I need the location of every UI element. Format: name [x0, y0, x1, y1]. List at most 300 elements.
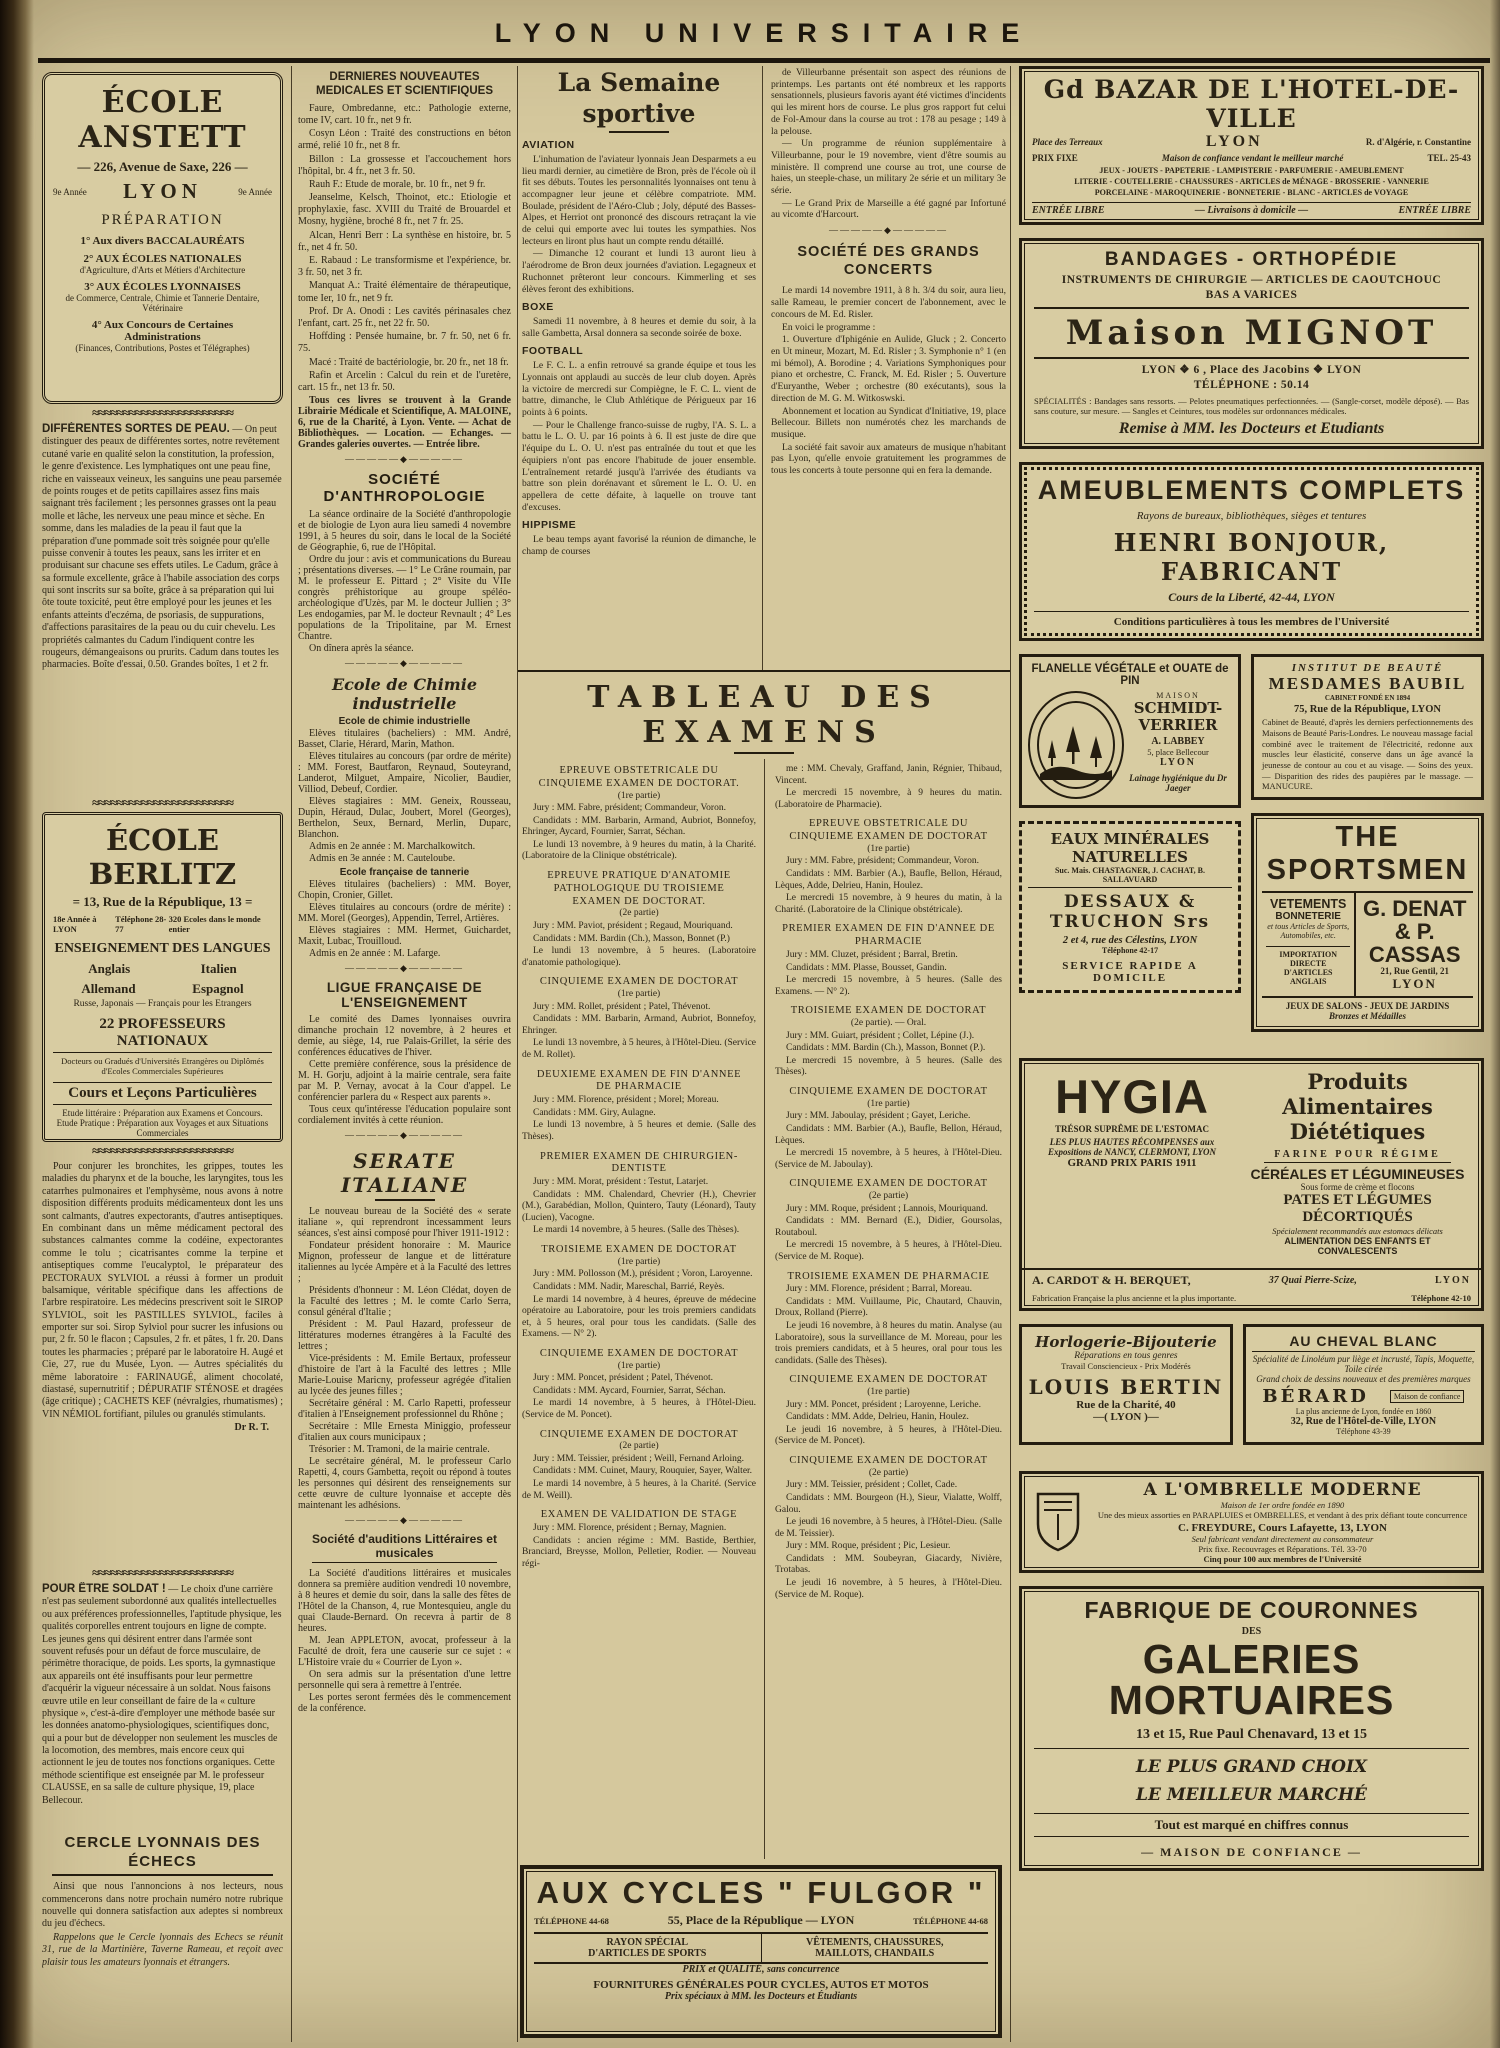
section-cercle-echecs	[42, 1830, 283, 1970]
baubil-name: MESDAMES BAUBIL	[1268, 674, 1467, 694]
exam-title: DEUXIEME EXAMEN DE FIN D'ANNEE DE PHARMACIE	[536, 1068, 742, 1093]
mignot-telephone: TÉLÉPHONE : 50.14	[1193, 379, 1310, 392]
bazar-row3	[1032, 153, 1471, 163]
hygia-cereales: CÉRÉALES ET LÉGUMINEUSES	[1250, 1166, 1465, 1183]
pine-trees-logo	[1028, 691, 1124, 799]
exam-title: PREMIER EXAMEN DE CHIRURGIEN-DENTISTE	[540, 1150, 738, 1175]
hygia-pates: PATES ET LÉGUMES DÉCORTIQUÉS	[1283, 1192, 1432, 1226]
cheval-address: 32, Rue de l'Hôtel-de-Ville, LYON	[1290, 1416, 1437, 1428]
chimie-sub1: Ecole de chimie industrielle	[338, 716, 471, 728]
examens-title: TABLEAU DES EXAMENS	[587, 680, 941, 750]
exam-jury: Jury : MM. Poncet, président ; Laroyenne, Leriche.	[786, 1399, 981, 1410]
exam-candidates: Candidats : MM. Plasse, Bousset, Gandin.	[786, 962, 947, 973]
exam-jury-2: Jury : MM. Roque, président ; Pic, Lesieur.	[786, 1541, 951, 1552]
exam-entry	[522, 765, 756, 863]
anstett-item-3: 3° AUX ÉCOLES LYONNAISES	[84, 281, 241, 293]
bertin-travail: Travail Consciencieux - Prix Modérés	[1061, 1361, 1191, 1372]
cheval-dessins: Grand choix de dessins nouveaux et des premières marques	[1256, 1374, 1471, 1385]
fulgor-fournitures: FOURNITURES GÉNÉRALES POUR CYCLES, AUTOS ET MOTOS	[593, 1979, 929, 1991]
sportsmen-name: G. DENAT & P. CASSAS	[1362, 895, 1467, 967]
page-columns	[40, 66, 1486, 2042]
paragraph: Le comité des Dames lyonnaises ouvrira dimanche prochain 12 novembre, à 2 heures et demie, au siège, 14, rue Palais-Grillet, la série des conférences éducatives de l'hiver.	[298, 1014, 511, 1059]
ad-ecole-berlitz	[42, 812, 283, 1142]
exam-schedule: Le lundi 13 novembre, à 9 heures du matin, à la Charité. (Laboratoire de la Clinique obstétricale).	[522, 839, 756, 862]
exam-schedule: Le lundi 13 novembre, à 5 heures et demie. (Salle des Thèses).	[522, 1120, 756, 1142]
berlitz-lang-allemand: Allemand	[81, 981, 136, 996]
boxe-heading: BOXE	[522, 301, 554, 314]
exam-jury: Jury : MM. Florence, président ; Barral, Moreau.	[786, 1284, 972, 1295]
ombrelle-text	[1094, 1480, 1471, 1564]
exam-title: TROISIEME EXAMEN DE PHARMACIE	[787, 1270, 990, 1282]
exam-candidates-2: Candidats : MM. Soubeyran, Giacardy, Nivière, Trotabas.	[775, 1553, 1002, 1576]
mignot-bandages: BANDAGES - ORTHOPÉDIE	[1104, 249, 1399, 271]
paragraph: Président : M. Paul Hazard, professeur de littératures modernes étrangères à la Faculté des lettres ;	[298, 1319, 511, 1353]
baubil-address: 75, Rue de la République, LYON	[1294, 704, 1441, 716]
exam-candidates: Candidats : MM. Nadir, Mareschal, Barrié, Reyès.	[533, 1281, 725, 1292]
bazar-entree-libre: ENTRÉE LIBRE	[1398, 205, 1471, 217]
book-item: Cosyn Léon : Traité des constructions en béton armé, relié 10 fr., net 8 fr.	[298, 128, 511, 152]
cheval-ancienne: La plus ancienne de Lyon, fondée en 1860	[1295, 1407, 1432, 1417]
anthropologie-body	[298, 509, 511, 654]
exam-jury: Jury : MM. Pollosson (M.), président ; Voron, Laroyenne.	[533, 1269, 753, 1280]
fulgor-grid	[534, 1932, 988, 1964]
book-item: E. Rabaud : Le transformisme et l'expérience, br. 3 fr. 50, net 3 fr.	[298, 255, 511, 279]
ad-hygia	[1019, 1058, 1484, 1311]
ad-maison-mignot	[1019, 238, 1484, 449]
fulgor-vetements: VÊTEMENTS, CHAUSSURES,	[805, 1937, 944, 1948]
exam-schedule: Le mardi 14 novembre, à 5 heures. (Salle des Thèses).	[533, 1225, 740, 1236]
bertin-city: —( LYON )—	[1093, 1411, 1159, 1424]
exam-title: EPREUVE OBSTETRICALE DU CINQUIEME EXAMEN DE DOCTORAT.	[538, 765, 740, 789]
exam-candidates: Candidats : MM. Bourgeon (H.), Sieur, Vialatte, Wolff, Galou.	[775, 1492, 1002, 1515]
sportsmen-address-row	[1360, 966, 1469, 992]
flanelle-address: 5, place Bellecour	[1147, 747, 1209, 758]
paragraph: Elèves stagiaires : MM. Geneix, Rousseau, Dupin, Héraud, Dulac, Joubert, Morel (Georges), Berthelon, Seux, Bernard, Merlin, Duparc, Blanchon.	[298, 796, 511, 841]
fulgor-prix-speciaux: Prix spéciaux à MM. les Docteurs et Étudiants	[664, 1991, 858, 2002]
exam-part: (1re partie)	[867, 1387, 910, 1398]
sportsmen-bonneterie: BONNETERIE	[1275, 910, 1341, 922]
cardot-fabrication: Fabrication Française la plus ancienne et la plus importante.	[1032, 1293, 1237, 1304]
exam-part: (1re partie)	[617, 790, 661, 801]
nouveautes-title	[298, 70, 511, 99]
paragraph: M. Jean APPLETON, avocat, professeur à la Faculté de droit, fera une causerie sur ce sujet : « L'Histoire vraie du « Courrier de Lyon ».	[298, 1635, 511, 1669]
exam-candidates: Candidats : MM. Vuillaume, Pic, Chautard, Chauvin, Droux, Rolland (Pierre).	[775, 1296, 1002, 1319]
fulgor-phone: TÉLÉPHONE 44-68	[913, 1915, 988, 1926]
fulgor-rayon: RAYON SPÉCIAL	[606, 1937, 689, 1948]
cardot-name: A. CARDOT & H. BERQUET,	[1032, 1273, 1191, 1288]
book-list	[298, 103, 511, 394]
exam-entry	[775, 1455, 1002, 1601]
article-title: DIFFÉRENTES SORTES DE PEAU.	[42, 423, 230, 435]
berlitz-professors-sub: Docteurs ou Gradués d'Universités Etrangères ou Diplômés d'Ecoles Commerciales Supérieures	[61, 1056, 264, 1076]
football-paragraph: — Pour le Challenge franco-suisse de rugby, l'A. S. L. a battu le L. O. U. par 16 points à 6. Il est juste de dire que l'équipe du L. O. U. n'est pas entraînée du tout et que les équipiers n'ont pas encore l'habitude de jouer ensemble. L'entraînement retardé jusqu'à l'arrivée des étudiants va battre son plein dorénavant et sûrement le L. O. U. en appellera de cette défaite, à laquelle on trouve tant d'excuses.	[522, 419, 756, 513]
section-ligue	[298, 980, 511, 1126]
exam-jury: Jury : MM. Rollet, président ; Patel, Thévenot.	[533, 1001, 711, 1012]
section-separator	[298, 963, 511, 974]
ombrelle-prix: Prix fixe. Recouvrages et Réparations. Tél. 33-70	[1198, 1544, 1367, 1555]
hygia-alimentation: ALIMENTATION DES ENFANTS ET CONVALESCENTS	[1284, 1236, 1431, 1257]
anstett-address: — 226, Avenue de Saxe, 226 —	[77, 159, 248, 174]
crest-icon	[1032, 1490, 1084, 1554]
exam-schedule: Le mercredi 15 novembre, à 5 heures. (Salle des Examens. — N° 2).	[775, 975, 1002, 997]
cardot-row	[1022, 1268, 1481, 1293]
exam-jury: Jury : MM. Fabre, président; Commandeur, Voron.	[786, 856, 979, 867]
paragraph: Le nouveau bureau de la Société des « serate italiane », qui reprendront incessamment leurs séances, s'est ainsi composé pour l'hiver 1911-1912 :	[298, 1206, 511, 1240]
ad-schmidt-verrier	[1019, 654, 1241, 808]
exam-candidates: Candidats : MM. Chalendard, Chevrier (H.), Chevrier (M.), Garabédian, Mollon, Quintero, Tauty (Léonard), Tauty (Lucien), Vacogne.	[522, 1189, 756, 1223]
bazar-list-2: LITERIE - COUTELLERIE - CHAUSSURES - ARTICLES de MÉNAGE - BROSSERIE - VANNERIE	[1074, 176, 1429, 186]
concerts-program: 1. Ouverture d'Iphigénie en Aulide, Gluck ; 2. Concerto en Ut mineur, Mozart, M. Ed. Risler ; 3. Symphonie n° 1 (en mi bémol), A. Borodine ; 4. Variations Symphoniques pour piano et orchestre, C. Franck, M. Ed. Risler ; 5. Ouverture d'Euryanthe, Weber ; orchestre (80 exécutants), sous la direction de M. G. M. Witkoswski.	[771, 334, 1006, 404]
exam-entry	[775, 1005, 1002, 1079]
exam-part: (2e partie)	[619, 908, 659, 919]
nouveautes-footer: Tous ces livres se trouvent à la Grande Librairie Médicale et Scientifique, A. MALOINE, 6, rue de la Charité, à Lyon. Vente. — Achat de Bibliothèques. — Location. — Echanges. — Grandes galeries ouvertes. — Entrée libre.	[298, 395, 511, 451]
exam-entry	[775, 764, 1002, 811]
exam-title: TROISIEME EXAMEN DE DOCTORAT	[541, 1244, 737, 1255]
berlitz-languages-2	[53, 981, 272, 997]
ombrelle-title: A L'OMBRELLE MODERNE	[1143, 1480, 1422, 1501]
anstett-year-row	[53, 179, 272, 204]
exam-entry	[775, 1178, 1002, 1263]
anstett-year-left: 9e Année	[53, 186, 87, 197]
exam-schedule: Le jeudi 16 novembre, à 5 heures, à l'Hôtel-Dieu. (Service de M. Poncet).	[775, 1424, 1002, 1447]
exam-jury: Jury : MM. Paviot, président ; Regaud, Mouriquand.	[533, 921, 733, 932]
exam-title: EXAMEN DE VALIDATION DE STAGE	[540, 1509, 738, 1521]
berlitz-address: = 13, Rue de la République, 13 =	[72, 894, 253, 909]
bazar-row2	[1032, 133, 1471, 151]
exam-part: (2e partie)	[619, 1441, 659, 1452]
book-item: Alcan, Henri Berr : La synthèse en histoire, br. 5 fr., net 4 fr. 50.	[298, 229, 511, 253]
concerts-paragraph: En voici le programme :	[782, 321, 876, 333]
nouveautes-title-line2: MEDICALES ET SCIENTIFIQUES	[316, 85, 493, 98]
examens-columns	[518, 759, 1010, 1859]
sportsmen-importation: IMPORTATION DIRECTE D'ARTICLES ANGLAIS	[1266, 946, 1350, 986]
flanelle-maison: MAISON	[1156, 691, 1200, 701]
aviation-heading: AVIATION	[522, 139, 575, 151]
football-heading: FOOTBALL	[522, 345, 584, 358]
couronnes-meilleur-marche: LE MEILLEUR MARCHÉ	[1136, 1785, 1367, 1806]
paragraph: Vice-présidents : M. Emile Bertaux, professeur d'histoire de l'art à la Faculté des lettres ; Mlle Marie-Louise Maricny, professeur agrégée d'italien au lycée des jeunes filles ;	[298, 1353, 511, 1398]
exam-schedule: Le mardi 14 novembre, à 5 heures, à la Charité. (Service de M. Weill).	[522, 1479, 756, 1501]
exam-candidates: Candidats : ancien régime : MM. Bastide, Berthier, Branciard, Breysse, Mollon, Pelletier, Rodier. — Nouveau régi-	[522, 1535, 756, 1569]
hygia-body	[1022, 1061, 1481, 1264]
ad-cycles-fulgor	[520, 1865, 1002, 2038]
cardot-telephone: Téléphone 42-10	[1411, 1293, 1471, 1304]
bertin-address: Rue de la Charité, 40	[1076, 1399, 1176, 1412]
paragraph: Le secrétaire général, M. le professeur Carlo Rapetti, 4, cours Gambetta, reçoit ou répond à toutes les personnes qui désirent des renseignements sur cette œuvre de culture lyonnaise et accepte dès maintenant les adhésions.	[298, 1456, 511, 1512]
exam-entry	[522, 870, 756, 969]
exam-jury: Jury : MM. Morat, président : Testut, Latarjet.	[533, 1177, 709, 1188]
cheval-title: AU CHEVAL BLANC	[1252, 1333, 1475, 1352]
berlitz-lang-espagnol: Espagnol	[192, 981, 244, 996]
hygia-tresor: TRÉSOR SUPRÊME DE L'ESTOMAC	[1054, 1124, 1210, 1135]
exam-part: (2e partie)	[868, 1191, 909, 1202]
middle-top-row	[518, 66, 1010, 670]
aviation-paragraph: — Dimanche 12 courant et lundi 13 auront lieu à l'aérodrome de Bron deux journées d'aviation. Legagneux et Ruchonnet prêteront leur concours. Kimmerling et ses élèves feront des exhibitions.	[522, 248, 756, 295]
paragraph: On dînera après la séance.	[309, 643, 414, 655]
nouveautes-title-line1: DERNIERES NOUVEAUTES	[329, 71, 480, 83]
book-item: Jeanselme, Kelsch, Thoinot, etc.: Etiologie et prophylaxie, fasc. XVIII du Traité de Brouardel et Mosny, hygiène, broché 8 fr., net 7 fr. 25.	[298, 192, 511, 228]
ads-row-flanelle-baubil	[1019, 654, 1484, 1045]
baubil-body: Cabinet de Beauté, d'après les derniers perfectionnements des Maisons de Beauté Paris-Londres. Le nouveau massage facial combiné avec le traitement de l'électricité, redonne aux muscles leur élasticité, conserve dans un âge avancé la jeunesse de contour au cou et au visage. — Soins des yeux. — Disparition des rides des paupières par le massage. — MANUCURE.	[1262, 717, 1473, 792]
flanelle-eaux-stack	[1019, 654, 1241, 1045]
paragraph: Présidents d'honneur : M. Léon Clédat, doyen de la Faculté des lettres ; M. le comte Carlo Serra, consul général d'Italie ;	[298, 1285, 511, 1319]
masthead	[38, 18, 1490, 63]
exam-schedule: Le lundi 13 novembre, à 5 heures. (Laboratoire d'anatomie pathologique).	[522, 946, 756, 968]
exam-part: (2e partie)	[868, 1467, 909, 1478]
book-item: Manquat A.: Traité élémentaire de thérapeutique, tome Ier, 10 fr., net 9 fr.	[298, 280, 511, 304]
bazar-telephone: TEL. 25-43	[1427, 153, 1471, 163]
exam-jury: Jury : MM. Jaboulay, président ; Gayet, Leriche.	[786, 1111, 971, 1122]
semaine-sportive-title: La Semaine sportive	[557, 68, 721, 128]
exam-candidates: Candidats : MM. Giry, Aulagne.	[533, 1107, 656, 1118]
book-item: Rafin et Arcelin : Calcul du rein et de l'uretère, cart. 15 fr., net 13 fr. 50.	[298, 369, 511, 393]
paragraph: Cette première conférence, sous la présidence de M. H. Gorju, adjoint à la mairie centrale, sera faite par M. P. Vernay, avocat à la Cour d'appel. Le conférencier parlera du « Respect aux parents ».	[298, 1059, 511, 1104]
hygia-farine: FARINE POUR RÉGIME	[1264, 1149, 1451, 1163]
hygia-right	[1244, 1069, 1471, 1256]
anthropologie-title: SOCIÉTÉ D'ANTHROPOLOGIE	[323, 471, 486, 506]
exam-jury: Jury : MM. Teissier, président ; Weill, Fernand Arloing.	[533, 1453, 745, 1464]
chimie-title: Ecole de Chimie industrielle	[331, 675, 477, 714]
paragraph: Admis en 2e année : M. Marchalkowitch.	[309, 841, 476, 853]
paragraph: Ordre du jour : avis et communications du Bureau ; présentations diverses. — 1° Le Crâne roumain, par M. le professeur E. Pittard ; 2° Visite du VIIe congrès préhistorique au groupe spéléo-archéologique d'Uzès, par M. le docteur Jullien ; 3° Les endogamies, par M. le docteur Revnault ; 4° Les populations de la Tripolitaine, par M. Ernest Chantre.	[298, 554, 511, 643]
exam-schedule: Le mardi 14 novembre, à 5 heures, à l'Hôtel-Dieu. (Service de M. Poncet).	[522, 1398, 756, 1420]
paragraph: Secrétaire : Mlle Ernesta Miniggio, professeur d'italien aux cours municipaux ;	[298, 1421, 511, 1444]
paragraph: Elèves titulaires au concours (par ordre de mérite) : MM. Forest, Bautfaron, Reynaud, Souteyrand, Landerot, Milguet, Ampaire, Nicolier, Baudier, Villiod, Debeuf, Cordier.	[298, 751, 511, 796]
ombrelle-assorties: Une des mieux assorties en PARAPLUIES et OMBRELLES, et vendant à des prix défiant toute concurrence	[1097, 1510, 1468, 1521]
couronnes-address: 13 et 15, Rue Paul Chenavard, 13 et 15	[1034, 1727, 1469, 1749]
couronnes-fabrique: FABRIQUE DE COURONNES	[1084, 1597, 1419, 1624]
couronnes-des: DES	[1241, 1626, 1262, 1638]
sportsmen-footer	[1262, 998, 1473, 1024]
fulgor-quality: PRIX et QUALITÉ, sans concurrence	[682, 1964, 840, 1975]
exam-schedule: Le lundi 13 novembre, à 5 heures, à l'Hôtel-Dieu. (Service de M. Rollet).	[522, 1038, 756, 1061]
couronnes-grand-choix: LE PLUS GRAND CHOIX	[1135, 1757, 1368, 1778]
wavy-separator	[42, 409, 283, 417]
berlitz-name: ÉCOLE BERLITZ	[88, 823, 237, 891]
cheval-telephone: Téléphone 43-39	[1336, 1427, 1391, 1437]
paragraph: On sera admis sur la présentation d'une lettre personnelle qui sera à remettre à l'entrée.	[298, 1669, 511, 1692]
exam-title: CINQUIEME EXAMEN DE DOCTORAT	[789, 1178, 988, 1190]
sportsmen-title: THE SPORTSMEN	[1262, 821, 1473, 893]
serate-body	[298, 1206, 511, 1511]
exam-schedule: Le jeudi 16 novembre, à 8 heures du matin. Analyse (au Laboratoire), sous la surveillance de M. Moreau, pour les trois premiers candidats, et à 5 heures, oral pour tous les candidats. (Salle des Thèses).	[775, 1321, 1002, 1366]
wavy-separator	[42, 1569, 283, 1577]
grands-concerts-title: SOCIÉTÉ DES GRANDS CONCERTS	[797, 244, 980, 278]
sportsmen-jeux: JEUX DE SALONS - JEUX DE JARDINS	[1285, 1001, 1450, 1012]
ad-the-sportsmen	[1251, 813, 1484, 1032]
baubil-institut: INSTITUT DE BEAUTÉ	[1291, 662, 1444, 675]
bazar-departments	[1032, 166, 1471, 198]
fulgor-address: 55, Place de la République — LYON	[667, 1913, 855, 1927]
exam-title: CINQUIEME EXAMEN DE DOCTORAT	[789, 1085, 988, 1097]
exam-part: (2e partie). — Oral.	[850, 1018, 927, 1029]
article-body: — On peut distinguer des peaux de différentes sortes, notre revêtement cutané varie en qualité selon la constitution, la profession, le genre d'existence. Les lymphatiques ont une peau fine, riche en vaisseaux veineux, les sanguins une peau parsemée de points rouges et de petits capillaires assez fins mais saignant très facilement ; les personnes grasses ont la peau molle et lâche, les nerveux une peau mince et sèche. En somme, dans les maladies de la peau il faut que la préparation d'une pommade soit très soignée pour qu'elle puisse convenir à toutes les peaux, sans les irriter et en produisant sur chacune ses effets utiles. Le Cadum, grâce à sa formule excellente, grâce à l'habile association des corps qui sont inscrits sur sa boîte, grâce à sa préparation qui lui ôte toute toxicité, peut être employé pour les jeunes et les enfants atteints d'eczéma, de psoriasis, de suppurations, d'affections parasitaires de la peau ou du cuir chevelu. Les propriétés calmantes du Cadum l'indiquent contre les rougeurs, démangeaisons ou prurits. Cadum dans toutes les pharmacies. Boîte d'essai, 0.50. Grandes boîtes, 1 et 2 fr.	[42, 424, 282, 671]
semaine-sportive-column	[518, 66, 762, 670]
aviation-paragraph: L'inhumation de l'aviateur lyonnais Jean Desparmets a eu lieu mardi dernier, au cimetière de Bron, près de l'école où il fit ses débuts. Toutes les personnalités lyonnaises ont tenu à accompagner leur jeune et célèbre compatriote. MM. Boulade, président de l'Aéro-Club ; Joly, député des Basses-Alpes, et Herriot ont prononcé des discours retraçant la vie de celui qui emporte avec lui toutes les sympathies. Nos lecteurs en liront plus haut un compte rendu détaillé.	[522, 153, 756, 247]
flanelle-name: SCHMIDT-VERRIER	[1133, 699, 1223, 734]
paragraph: Elèves stagiaires : MM. Hermet, Guichardet, Maxit, Lubac, Trouilloud.	[298, 925, 511, 948]
ombrelle-fondee: Maison de 1er ordre fondée en 1890	[1220, 1500, 1345, 1511]
cheval-confiance: Maison de confiance	[1390, 1390, 1465, 1403]
sportsmen-right-cell	[1356, 893, 1473, 996]
bazar-footer	[1032, 202, 1471, 216]
exam-schedule: Le mercredi 15 novembre, à 9 heures du matin, à la Charité. (Laboratoire de la Clinique obstétricale).	[775, 893, 1002, 915]
auditions-body	[298, 1568, 511, 1714]
ad-grand-bazar	[1019, 66, 1484, 225]
fulgor-cell-sports	[534, 1934, 761, 1962]
echecs-paragraph: Ainsi que nous l'annoncions à nos lecteurs, nous commencerons dans notre prochain numéro notre rubrique nouvelle qui donnera satisfaction aux adeptes si nombreux du jeu d'échecs.	[42, 1881, 283, 1930]
book-binding-edge	[0, 0, 34, 2048]
eaux-service: SERVICE RAPIDE A DOMICILE	[1062, 960, 1198, 985]
mignot-name: Maison MIGNOT	[1034, 307, 1469, 359]
sylviol-body: Pour conjurer les bronchites, les grippes, toutes les maladies du pharynx et de la bouche, les laryngites, tous les catarrhes pulmonaires et l'emphysème, nous avons à notre disposition différents produits médicamenteux dont les uns sont calmants, d'autres expectorants, d'autres antiseptiques. En combinant dans un même médicament pectoral des substances calmantes comme la codéine, expectorantes comme le tolu ; cicatrisantes comme la terpine et antiseptiques comme l'eucalyptol, le préparateur des PECTORAUX SYLVIOL a réussi à former un produit balsamique, véritable spécifique dans les affections de l'arbre respiratoire. Les médecins prescrivent soit le SIROP SYLVIOL, soit les PASTILLES SYLVIOL, faciles à emporter sur soi. Sirop Sylviol pour sucrer les infusions ou pur, 2 fr. 50 le flacon ; Capsules, 2 fr. et pâtes, 1 fr. 20. Dans toutes les pharmacies ; préparé par le laboratoire H. Augé et Cie, 27, rue du Musée, Lyon. — Autres spécialités du même laboratoire : FARINAUGÉ, aliment chocolaté, diastasé, supernutritif ; DÉPURATIF STÉNOSE et dragées (âge critique) ; CACHETS KEF (névralgies, rhumatismes) ; VIN NÉMIOL fortifiant, pilules ou granulés stimulants.	[42, 1161, 283, 1420]
couronnes-chiffres: Tout est marqué en chiffres connus	[1034, 1813, 1469, 1837]
exam-schedule: Le mardi 14 novembre, à 4 heures, épreuve de médecine opératoire au Laboratoire, pour les trois premiers candidats et, à 5 heures, oral pour tous les candidats. (Salle des Examens. — N° 2).	[522, 1294, 756, 1340]
chimie-list-2	[298, 879, 511, 959]
exam-entry	[775, 1374, 1002, 1448]
section-auditions	[298, 1532, 511, 1714]
eaux-title: EAUX MINÉRALES NATURELLES	[1050, 830, 1210, 867]
paragraph: Elèves titulaires au concours (ordre de mérite) : MM. Morel (Georges), Appendin, Terrel, Artières.	[298, 902, 511, 925]
section-serate-italiane	[298, 1149, 511, 1511]
exam-title: CINQUIEME EXAMEN DE DOCTORAT	[539, 1347, 739, 1359]
chimie-sub2: Ecole française de tannerie	[339, 867, 470, 879]
football-paragraph: Le F. C. L. a enfin retrouvé sa grande équipe et tous les Lyonnais ont applaudi au succès de leur club doyen. Après la victoire de mercredi sur Compiègne, le F. C. L. vient de battre, dimanche, le Club Athlétique de Périgueux par 16 points à 6 points.	[522, 360, 756, 419]
ad-henri-bonjour	[1019, 462, 1484, 641]
flanelle-jaeger: Lainage hygiénique du Dr Jaeger	[1129, 773, 1227, 794]
section-anthropologie	[298, 471, 511, 654]
hippisme-heading: HIPPISME	[522, 519, 577, 532]
sportsmen-left-cell	[1262, 893, 1356, 996]
hygia-creme: Sous forme de crème et flocons	[1300, 1182, 1415, 1193]
ombrelle-universite: Cinq pour 100 aux membres de l'Université	[1203, 1554, 1362, 1565]
exam-candidates: Candidats : MM. Barbarin, Armand, Aubriot, Bonnefoy, Ehringer.	[522, 1014, 756, 1036]
section-nouveautes	[298, 70, 511, 450]
concerts-paragraph: Abonnement et location au Syndicat d'Initiative, 19, place Bellecour. Billets non numérotés chez les marchands de musique.	[771, 405, 1006, 440]
fulgor-articles-sports: D'ARTICLES DE SPORTS	[588, 1948, 707, 1959]
flanelle-title: FLANELLE VÉGÉTALE et OUATE de PIN	[1031, 663, 1229, 688]
exam-candidates: Candidats : MM. Cuinet, Maury, Rouquier, Sayer, Walter.	[533, 1466, 753, 1477]
berlitz-lang-italien: Italien	[200, 961, 237, 976]
paragraph: Elèves titulaires (bacheliers) : MM. André, Basset, Clarie, Hérard, Marin, Mathon.	[298, 728, 511, 751]
sportsmen-grid	[1262, 893, 1473, 998]
exam-schedule: Le jeudi 16 novembre, à 5 heures, à l'Hôtel-Dieu. (Salle de M. Teissier).	[775, 1517, 1002, 1539]
exam-title: TROISIEME EXAMEN DE DOCTORAT	[790, 1005, 987, 1017]
paragraph: Admis en 3e année : M. Cauteloube.	[309, 853, 456, 865]
berlitz-other-langs: Russe, Japonais — Français pour les Etrangers	[73, 999, 252, 1009]
flanelle-labbey: A. LABBEY	[1151, 736, 1205, 748]
paragraph: Secrétaire général : M. Carlo Rapetti, professeur d'italien à l'Enseignement professionnel du Rhône ;	[298, 1398, 511, 1421]
paragraph: Admis en 2e année : M. Lafarge.	[309, 948, 441, 960]
eaux-telephone: Téléphone 42-17	[1101, 946, 1159, 956]
ombrelle-fabricant: Seul fabricant vendant directement au consommateur	[1191, 1534, 1374, 1545]
exam-entry	[522, 976, 756, 1061]
paragraph: Fondateur président honoraire : M. Maurice Mignon, professeur de langue et de littérature italiennes au lycée Ampère et à la Faculté des lettres ;	[298, 1240, 511, 1285]
berlitz-schools: 320 Ecoles dans le monde entier	[168, 914, 261, 934]
wavy-separator	[42, 1147, 283, 1155]
exam-candidates: Candidats : MM. Aycard, Fournier, Sarrat, Séchan.	[533, 1385, 726, 1396]
flanelle-right	[1124, 691, 1232, 799]
heading-rule	[375, 1199, 435, 1201]
exam-part: (1re partie)	[617, 989, 661, 1000]
hippisme-paragraph: Le beau temps ayant favorisé la réunion de dimanche, le champ de courses	[522, 534, 756, 557]
baubil-sportsmen-stack	[1251, 654, 1484, 1045]
anstett-name: ÉCOLE ANSTETT	[78, 85, 247, 155]
bertin-reparations: Réparations en tous genres	[1074, 1351, 1178, 1362]
bonjour-title: AMEUBLEMENTS COMPLETS	[1037, 475, 1466, 506]
sylviol-signature: Dr R. T.	[234, 1422, 269, 1434]
bazar-confiance: Maison de confiance vendant le meilleur marché	[1161, 153, 1344, 163]
anstett-item-2: 2° AUX ÉCOLES NATIONALES	[83, 253, 242, 265]
ad-cheval-blanc	[1243, 1324, 1484, 1445]
chimie-list-1	[298, 728, 511, 864]
berlitz-courses-sub: Etude littéraire : Préparation aux Examens et Concours. Etude Pratique : Préparation aux Voyages et aux Situations Commerciales	[56, 1108, 269, 1138]
section-separator	[771, 225, 1006, 236]
paragraph: Elèves titulaires (bacheliers) : MM. Boyer, Chopin, Cronier, Gillet.	[298, 879, 511, 902]
sportsmen-address: 21, Rue Gentil, 21	[1380, 966, 1450, 977]
exam-part: (1re partie)	[867, 1098, 910, 1109]
paragraph: Trésorier : M. Tramoni, de la mairie centrale.	[309, 1444, 490, 1456]
examens-right-column	[764, 759, 1010, 1859]
bonjour-conditions: Conditions particulières à tous les membres de l'Université	[1034, 611, 1469, 628]
hygia-recompenses: LES PLUS HAUTES RÉCOMPENSES aux Expositions de NANCY, CLERMONT, LYON	[1047, 1137, 1217, 1158]
berlitz-phone: Téléphone 28-77	[115, 914, 167, 934]
bazar-list-3: PORCELAINE - MAROQUINERIE - BONNETERIE - BLANC - ARTICLES de VOYAGE	[1094, 187, 1409, 197]
paragraph: Les portes seront fermées dès le commencement de la conférence.	[298, 1692, 511, 1715]
exam-jury: Jury : MM. Florence, président ; Morel; Moreau.	[533, 1095, 719, 1106]
bonjour-name: HENRI BONJOUR, FABRICANT	[1113, 528, 1390, 587]
berlitz-courses: Cours et Leçons Particulières	[53, 1082, 272, 1105]
cardot-address: 37 Quai Pierre-Scize,	[1268, 1275, 1357, 1287]
exam-entry	[522, 1509, 756, 1570]
exam-candidates: Candidats : MM. Bernard (E.), Didier, Goursolas, Routaboul.	[775, 1216, 1002, 1238]
mignot-remise: Remise à MM. les Docteurs et Etudiants	[1118, 420, 1385, 438]
exam-part: (1re partie)	[617, 1360, 661, 1371]
exam-candidates: me : MM. Chevaly, Graffand, Janin, Régnier, Thibaud, Vincent.	[775, 764, 1002, 786]
exam-candidates: Candidats : MM. Barbarin, Armand, Aubriot, Bonnefoy, Ehringer, Aycard, Fournier, Sarrat, Séchan.	[522, 815, 756, 838]
hygia-left	[1032, 1069, 1232, 1256]
exam-title: CINQUIEME EXAMEN DE DOCTORAT	[539, 976, 739, 988]
exam-entry	[522, 1069, 756, 1144]
exam-schedule: Le mercredi 15 novembre, à 5 heures, à l'Hôtel-Dieu. (Service de M. Jaboulay).	[775, 1148, 1002, 1170]
bazar-livraisons: — Livraisons à domicile —	[1194, 205, 1309, 217]
book-item: Prof. Dr A. Onodi : Les cavités périnasales chez l'enfant, cart. 25 fr., net 22 fr. 50.	[298, 305, 511, 329]
exam-title: EPREUVE OBSTETRICALE DU CINQUIEME EXAMEN DE DOCTORAT	[789, 818, 988, 843]
exam-title: CINQUIEME EXAMEN DE DOCTORAT	[539, 1428, 739, 1440]
fulgor-address-row	[534, 1913, 988, 1928]
cheval-name-row	[1252, 1386, 1475, 1407]
bazar-list-1: JEUX - JOUETS - PAPETERIE - LAMPISTERIE - PARFUMERIE - AMEUBLEMENT	[1099, 166, 1404, 175]
bazar-title: Gd BAZAR DE L'HOTEL-DE-VILLE	[1043, 75, 1460, 133]
ads-row-bertin-cheval	[1019, 1324, 1484, 1458]
pine-trees-icon	[1036, 700, 1116, 790]
eaux-address: 2 et 4, rue des Célestins, LYON	[1062, 935, 1198, 947]
eaux-name: DESSAUX & TRUCHON Srs	[1049, 892, 1211, 933]
exam-title: PREMIER EXAMEN DE FIN D'ANNEE DE PHARMACIE	[782, 923, 995, 948]
exam-candidates: Candidats : MM. Bardin (Ch.), Masson, Bonnet (P.).	[786, 1043, 986, 1054]
book-item: Macé : Traité de bactériologie, br. 20 fr., net 18 fr.	[309, 356, 509, 368]
bazar-entree-libre: ENTRÉE LIBRE	[1032, 205, 1105, 217]
exam-schedule: Le mercredi 15 novembre, à 5 heures, à l'Hôtel-Dieu. (Service de M. Roque).	[775, 1240, 1002, 1262]
newspaper-title: LYON UNIVERSITAIRE	[494, 18, 1034, 48]
hygia-recommandes: Spécialement recommandés aux estomacs délicats	[1272, 1226, 1443, 1237]
ad-galeries-mortuaires	[1019, 1586, 1484, 1871]
anstett-year-right: 9e Année	[238, 186, 272, 197]
ad-louis-bertin	[1019, 1324, 1233, 1445]
exam-title: CINQUIEME EXAMEN DE DOCTORAT	[789, 1455, 988, 1467]
exam-entry	[775, 1086, 1002, 1171]
exam-entry	[522, 1151, 756, 1237]
